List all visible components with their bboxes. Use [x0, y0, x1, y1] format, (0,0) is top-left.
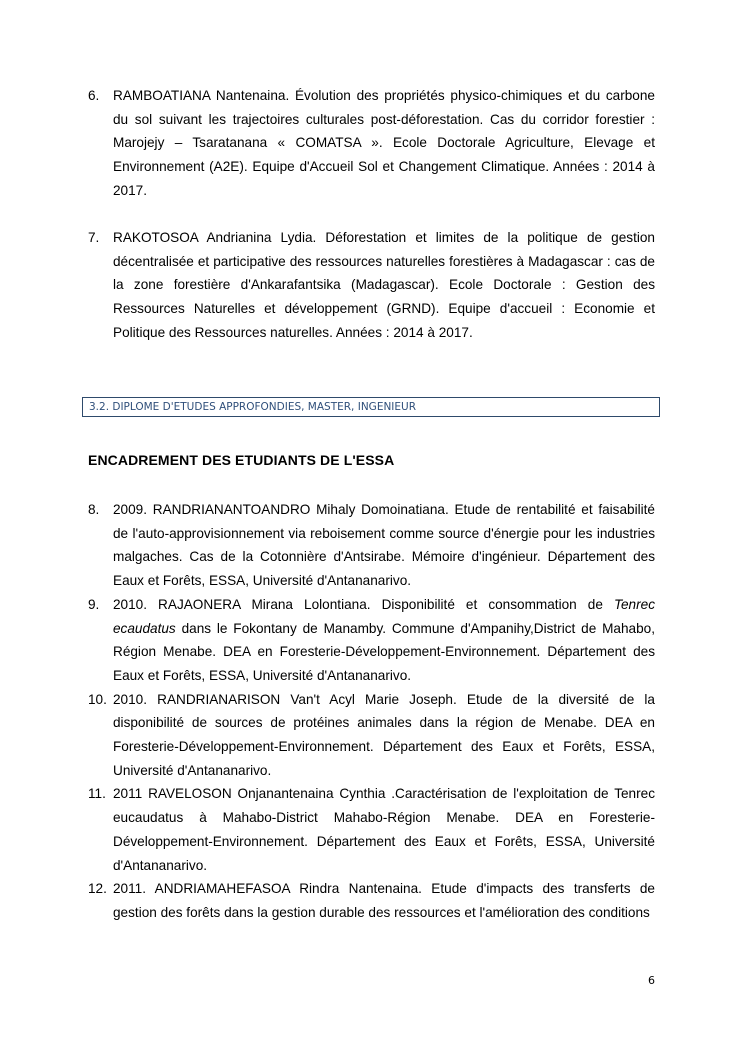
item-number: 9.: [88, 596, 100, 612]
item-text: 2009. RANDRIANANTOANDRO Mihaly Domoinatiana. Etude de rentabilité et faisabilité de l'auto-approvisionnement via reboisement comme source d'énergie pour les industries malgaches. Cas de la Cotonnière d'Antsirabe. Mémoire d'ingénieur. Département des Eaux et Forêts, ESSA, Université d'Antananarivo.: [113, 502, 655, 589]
item-number: 6.: [88, 88, 100, 103]
list-item: [0, 877, 745, 924]
item-text: RAMBOATIANA Nantenaina. Évolution des propriétés physico-chimiques et du carbone du sol suivant les trajectoires culturales post-déforestation. Cas du corridor forestier : Marojejy – Tsaratanana « COMATSA ». Ecole Doctorale Agriculture, Elevage et Environnement (A2E). Equipe d'Accueil Sol et Changement Climatique. Années : 2014 à 2017.: [113, 88, 655, 198]
item-text-species: Tenrec ecaudatus: [113, 596, 655, 636]
section-heading-label: 3.2. DIPLOME D'ETUDES APPROFONDIES, MASTER, INGENIEUR: [89, 401, 417, 413]
list-item: [0, 84, 745, 203]
item-number: 7.: [88, 230, 100, 246]
item-number: 12.: [88, 881, 107, 897]
item-text: 2011. ANDRIAMAHEFASOA Rindra Nantenaina. Etude d'impacts des transferts de gestion des forêts dans la gestion durable des ressources et l'amélioration des conditions: [113, 881, 655, 920]
item-text: 2010. RANDRIANARISON Van't Acyl Marie Joseph. Etude de la diversité de la disponibilité de sources de protéines animales dans la région de Menabe. DEA en Foresterie-Développement-Environnement. Département des Eaux et Forêts, ESSA, Université d'Antananarivo.: [113, 691, 655, 778]
item-number: 8.: [88, 502, 100, 517]
list-item: [0, 498, 745, 593]
thesis-list-supervision: [0, 498, 745, 925]
thesis-list-doctorate: [0, 84, 745, 368]
item-text: 2011 RAVELOSON Onjanantenaina Cynthia .Caractérisation de l'exploitation de Tenrec eucaudatus à Mahabo-District Mahabo-Région Menabe. DEA en Foresterie-Développement-Environnement. Département des Eaux et Forêts, ESSA, Université d'Antananarivo.: [113, 786, 655, 873]
list-item: [0, 226, 745, 345]
item-number: 10.: [88, 691, 107, 707]
list-item: [0, 688, 745, 783]
item-text: RAKOTOSOA Andrianina Lydia. Déforestation et limites de la politique de gestion décentralisée et participative des ressources naturelles forestières à Madagascar : cas de la zone forestière d'Ankarafantsika (Madagascar). Ecole Doctorale : Gestion des Ressources Naturelles et développement (GRND). Equipe d'accueil : Economie et Politique des Ressources naturelles. Années : 2014 à 2017.: [113, 230, 655, 340]
item-number: 11.: [88, 786, 106, 802]
list-item: [0, 593, 745, 688]
item-text-before: 2010. RAJAONERA Mirana Lolontiana. Disponibilité et consommation de: [113, 596, 614, 612]
item-text-after: dans le Fokontany de Manamby. Commune d'Ampanihy,District de Mahabo, Région Menabe. DEA en Foresterie-Développement-Environnement. Département des Eaux et Forêts, ESSA, Université d'Antananarivo.: [113, 620, 655, 683]
section-heading-box: [82, 397, 660, 417]
page-number: 6: [648, 974, 655, 987]
list-item: [0, 782, 745, 877]
sub-heading: ENCADREMENT DES ETUDIANTS DE L'ESSA: [88, 452, 395, 468]
